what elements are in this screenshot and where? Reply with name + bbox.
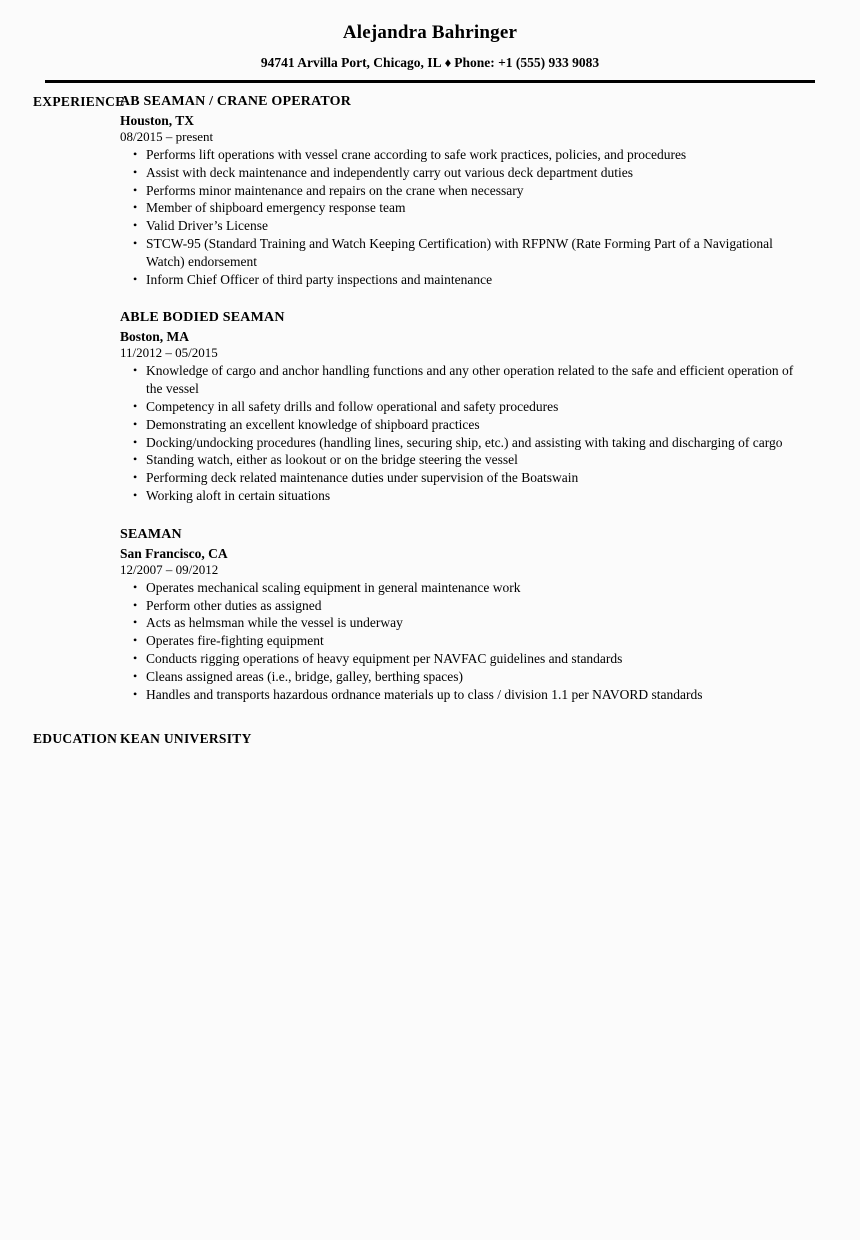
bullet-icon: • — [133, 235, 138, 250]
experience-section-label: EXPERIENCE — [33, 94, 125, 109]
job-dates: 08/2015 – present — [120, 129, 214, 144]
job-bullet — [120, 632, 812, 650]
job-bullet-text: Competency in all safety drills and follow operational and safety procedures — [146, 398, 559, 414]
job-bullet-list — [120, 579, 812, 704]
contact-address: 94741 Arvilla Port, Chicago, IL — [260, 55, 442, 70]
job-bullet — [120, 217, 812, 235]
education-entry — [120, 730, 812, 748]
job-bullet — [120, 416, 812, 434]
job-bullet — [120, 199, 812, 217]
bullet-icon: • — [133, 182, 138, 197]
bullet-icon: • — [133, 398, 138, 413]
job-location: Houston, TX — [120, 113, 195, 128]
job-bullet — [120, 451, 812, 469]
bullet-icon: • — [133, 579, 138, 594]
job-bullet-text: Conducts rigging operations of heavy equipment per NAVFAC guidelines and standards — [146, 650, 623, 666]
education-school-name: KEAN UNIVERSITY — [120, 731, 252, 747]
job-bullet — [120, 597, 812, 615]
header-divider — [45, 80, 815, 83]
education-section-body — [120, 730, 860, 748]
bullet-icon: • — [133, 487, 138, 502]
job-bullet — [120, 668, 812, 686]
bullet-icon: • — [133, 200, 138, 215]
education-section — [0, 730, 860, 748]
job-bullet-text: Performs lift operations with vessel crane according to safe work practices, policies, and procedures — [146, 147, 687, 162]
job-bullet — [120, 650, 812, 668]
job-bullet-text: Assist with deck maintenance and independently carry out various deck department duties — [146, 164, 633, 180]
bullet-icon: • — [133, 434, 138, 449]
job-dates: 11/2012 – 05/2015 — [120, 345, 218, 361]
bullet-icon: • — [133, 650, 138, 665]
bullet-icon: • — [133, 470, 138, 485]
diamond-separator-icon: ♦ — [444, 55, 452, 70]
job-bullet — [120, 362, 812, 398]
job-location: San Francisco, CA — [120, 545, 228, 561]
job-bullet-list — [120, 362, 812, 504]
experience-entry — [120, 526, 812, 704]
bullet-icon: • — [133, 164, 138, 179]
job-bullet-text: Member of shipboard emergency response team — [146, 200, 406, 216]
experience-section-body — [120, 93, 860, 703]
bullet-icon: • — [133, 615, 138, 630]
job-bullet-text: Performing deck related maintenance duties under supervision of the Boatswain — [146, 470, 579, 486]
job-bullet — [120, 686, 812, 704]
education-section-label: EDUCATION — [33, 731, 118, 747]
bullet-icon: • — [133, 416, 138, 431]
job-bullet-text: Perform other duties as assigned — [146, 597, 322, 613]
bullet-icon: • — [133, 668, 138, 683]
job-bullet — [120, 579, 812, 597]
bullet-icon: • — [133, 147, 138, 161]
bullet-icon: • — [133, 218, 138, 233]
job-bullet-text: Working aloft in certain situations — [146, 487, 331, 503]
experience-entry — [120, 309, 812, 504]
job-bullet — [120, 271, 812, 289]
job-title: AB SEAMAN / CRANE OPERATOR — [120, 94, 352, 109]
job-bullet-text: STCW-95 (Standard Training and Watch Keeping Certification) with RFPNW (Rate Forming Part of a Navigational Watch) endorsement — [146, 235, 773, 269]
experience-section — [0, 93, 860, 703]
contact-phone: Phone: +1 (555) 933 9083 — [454, 55, 600, 70]
job-bullet-text: Demonstrating an excellent knowledge of shipboard practices — [146, 416, 480, 432]
job-title: ABLE BODIED SEAMAN — [120, 310, 285, 326]
job-bullet — [120, 146, 812, 164]
job-bullet-text: Operates fire-fighting equipment — [146, 633, 324, 649]
job-bullet — [120, 614, 812, 632]
job-bullet-list — [120, 146, 812, 288]
job-bullet — [120, 164, 812, 182]
job-bullet-text: Inform Chief Officer of third party inspections and maintenance — [146, 271, 493, 287]
candidate-name: Alejandra Bahringer — [342, 22, 518, 43]
job-bullet-text: Acts as helmsman while the vessel is underway — [146, 615, 403, 631]
job-bullet-text: Valid Driver’s License — [146, 218, 268, 234]
job-title: SEAMAN — [120, 526, 182, 542]
bullet-icon: • — [133, 452, 138, 467]
job-bullet-text: Knowledge of cargo and anchor handling functions and any other operation related to the safe and efficient operation of the vessel — [146, 363, 794, 397]
job-bullet-text: Performs minor maintenance and repairs on the crane when necessary — [146, 182, 524, 198]
job-bullet-text: Standing watch, either as lookout or on the bridge steering the vessel — [146, 452, 518, 468]
job-bullet — [120, 398, 812, 416]
job-bullet-text: Handles and transports hazardous ordnance materials up to class / division 1.1 per NAVORD standards — [146, 686, 703, 702]
experience-entry — [120, 93, 812, 288]
bullet-icon: • — [133, 686, 138, 701]
job-dates: 12/2007 – 09/2012 — [120, 561, 219, 577]
contact-line — [0, 55, 860, 71]
job-bullet-text: Cleans assigned areas (i.e., bridge, galley, berthing spaces) — [146, 668, 464, 684]
job-location: Boston, MA — [120, 329, 190, 345]
job-bullet-text: Operates mechanical scaling equipment in general maintenance work — [146, 579, 521, 595]
job-bullet — [120, 434, 812, 452]
resume-header — [0, 0, 860, 83]
bullet-icon: • — [133, 597, 138, 612]
job-bullet — [120, 469, 812, 487]
bullet-icon: • — [133, 271, 138, 286]
job-bullet-text: Docking/undocking procedures (handling lines, securing ship, etc.) and assisting with taking and discharging of cargo — [146, 434, 783, 450]
job-bullet — [120, 235, 812, 271]
bullet-icon: • — [133, 633, 138, 648]
bullet-icon: • — [133, 363, 138, 378]
job-bullet — [120, 487, 812, 505]
job-bullet — [120, 182, 812, 200]
